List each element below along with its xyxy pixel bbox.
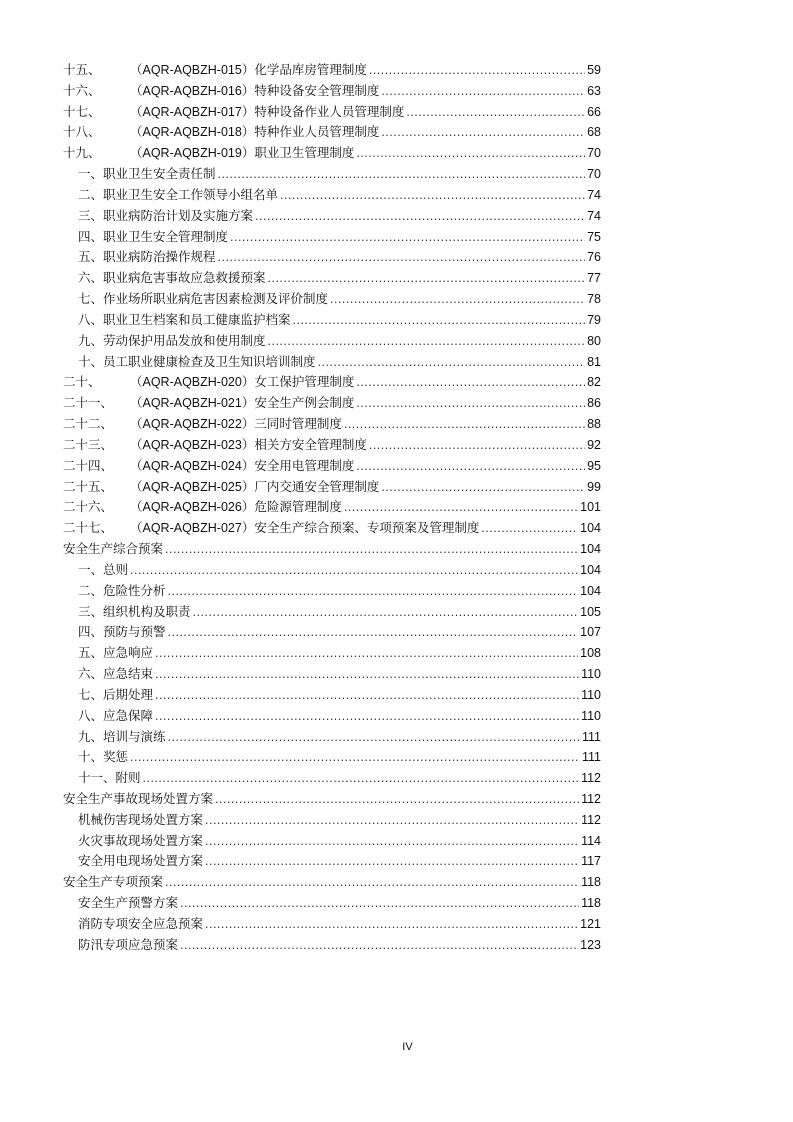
toc-entry-code: （AQR-AQBZH-027） [130,521,255,536]
toc-entry-title: 厂内交通安全管理制度 [254,478,380,494]
toc-entry-title: 特种设备安全管理制度 [254,82,380,98]
toc-entry-page: 74 [587,208,601,223]
dot-leader [155,664,579,685]
toc-entry[interactable] [63,602,601,623]
toc-entry-page: 74 [587,187,601,202]
toc-entry-page: 88 [587,417,601,432]
toc-entry-page: 104 [580,542,601,557]
toc-entry-number: 二十一、 [63,395,114,411]
toc-entry[interactable] [63,185,601,206]
dot-leader [381,81,585,102]
toc-entry-number: 十七、 [63,103,101,119]
dot-leader [330,289,585,310]
dot-leader [193,602,579,623]
dot-leader [218,247,586,268]
toc-entry[interactable] [63,414,601,435]
toc-entry-page: 95 [587,458,601,473]
toc-entry-page: 86 [587,396,601,411]
dot-leader [369,435,585,456]
toc-entry-page: 82 [587,375,601,390]
toc-entry-title: 三同时管理制度 [254,416,342,432]
toc-entry[interactable] [63,227,601,248]
toc-entry-title: 八、职业卫生档案和员工健康监护档案 [78,311,291,327]
dot-leader [205,851,579,872]
toc-entry-title: 七、作业场所职业病危害因素检测及评价制度 [78,291,329,307]
toc-entry[interactable] [63,456,601,477]
toc-entry-title: 十、奖惩 [78,749,129,765]
dot-leader [344,414,585,435]
dot-leader [356,372,585,393]
toc-entry-title: 一、职业卫生安全责任制 [78,166,216,182]
toc-entry-number: 二十三、 [63,436,114,452]
toc-entry-page: 110 [581,708,601,723]
toc-entry-page: 92 [587,437,601,452]
dot-leader [165,872,579,893]
dot-leader [165,539,578,560]
toc-entry-title: 五、应急响应 [78,645,154,661]
toc-entry-page: 112 [581,791,601,806]
toc-entry[interactable] [63,310,601,331]
toc-entry-page: 66 [587,104,601,119]
dot-leader [381,122,585,143]
toc-entry[interactable] [63,518,601,539]
toc-entry[interactable] [63,206,601,227]
toc-entry-page: 112 [581,812,601,827]
toc-entry[interactable] [63,352,601,373]
dot-leader [280,185,585,206]
toc-entry-title: 五、职业病防治操作规程 [78,249,216,265]
toc-entry[interactable] [63,747,601,768]
toc-entry[interactable] [63,435,601,456]
toc-entry-page: 76 [587,250,601,265]
dot-leader [381,477,585,498]
toc-entry[interactable] [63,81,601,102]
toc-entry-number: 二十五、 [63,478,114,494]
toc-entry[interactable] [63,789,601,810]
toc-entry[interactable] [63,539,601,560]
dot-leader [481,518,578,539]
toc-entry-page: 110 [581,687,601,702]
toc-entry-title: 八、应急保障 [78,707,154,723]
toc-entry-title: 二、职业卫生安全工作领导小组名单 [78,186,279,202]
dot-leader [155,706,579,727]
toc-entry-title: 特种设备作业人员管理制度 [254,103,405,119]
toc-entry[interactable] [63,851,601,872]
toc-entry-page: 59 [587,63,601,77]
toc-entry-number: 十六、 [63,82,101,98]
dot-leader [130,747,580,768]
toc-entry[interactable] [63,581,601,602]
toc-entry[interactable] [63,122,601,143]
toc-entry-title: 一、总则 [78,561,129,577]
toc-entry-page: 105 [580,604,601,619]
table-of-contents [63,60,601,956]
toc-entry[interactable] [63,477,601,498]
toc-entry-page: 81 [587,354,601,369]
dot-leader [130,560,578,581]
toc-entry[interactable] [63,831,601,852]
toc-entry-page: 70 [587,167,601,182]
toc-entry-title: 三、职业病防治计划及实施方案 [78,207,254,223]
toc-entry-title: 四、职业卫生安全管理制度 [78,228,229,244]
toc-entry-title: 六、职业病危害事故应急救援预案 [78,270,266,286]
toc-entry-title: 四、预防与预警 [78,624,166,640]
toc-entry[interactable] [63,768,601,789]
toc-entry[interactable] [63,706,601,727]
toc-entry-title: 三、组织机构及职责 [78,603,191,619]
toc-entry[interactable] [63,727,601,748]
dot-leader [168,622,579,643]
toc-entry[interactable] [63,664,601,685]
toc-entry-code: （AQR-AQBZH-026） [130,500,255,515]
toc-entry-page: 68 [587,125,601,140]
toc-entry[interactable] [63,60,601,81]
dot-leader [180,935,578,956]
toc-entry-number: 二十二、 [63,416,114,432]
toc-entry-page: 114 [581,833,601,848]
dot-leader [268,331,586,352]
toc-entry-title: 安全生产事故现场处置方案 [63,790,214,806]
dot-leader [218,164,586,185]
toc-entry-code: （AQR-AQBZH-015） [130,63,255,77]
dot-leader [205,810,579,831]
toc-entry-title: 安全生产预警方案 [78,895,179,911]
toc-entry-page: 108 [580,646,601,661]
toc-entry-title: 六、应急结束 [78,666,154,682]
toc-entry-code: （AQR-AQBZH-023） [130,437,255,452]
toc-entry-title: 安全生产专项预案 [63,874,164,890]
toc-entry-title: 危险源管理制度 [254,499,342,515]
toc-entry-page: 117 [581,854,601,869]
toc-entry[interactable] [63,393,601,414]
toc-entry-page: 110 [581,667,601,682]
toc-entry-title: 特种作业人员管理制度 [254,124,380,140]
toc-entry[interactable] [63,935,601,956]
toc-entry-page: 118 [581,875,601,890]
toc-entry-title: 安全生产综合预案 [63,541,164,557]
toc-entry-title: 机械伤害现场处置方案 [78,811,204,827]
dot-leader [318,352,586,373]
dot-leader [155,685,579,706]
dot-leader [356,456,585,477]
toc-entry-title: 消防专项安全应急预案 [78,915,204,931]
toc-entry[interactable] [63,268,601,289]
toc-entry-title: 安全用电现场处置方案 [78,853,204,869]
toc-entry[interactable] [63,914,601,935]
toc-entry-page: 79 [587,312,601,327]
toc-entry-title: 安全生产综合预案、专项预案及管理制度 [254,520,480,536]
toc-entry-title: 相关方安全管理制度 [254,436,367,452]
toc-entry-title: 防汛专项应急预案 [78,936,179,952]
dot-leader [168,727,580,748]
toc-entry[interactable] [63,497,601,518]
dot-leader [356,143,585,164]
toc-entry-page: 118 [581,896,601,911]
toc-entry-number: 二十四、 [63,457,114,473]
toc-entry-code: （AQR-AQBZH-019） [130,146,255,161]
toc-entry-title: 职业卫生管理制度 [254,145,355,161]
dot-leader [180,893,579,914]
toc-entry-page: 80 [587,333,601,348]
toc-entry-number: 十九、 [63,145,101,161]
toc-entry-page: 107 [580,625,601,640]
toc-entry-page: 70 [587,146,601,161]
toc-entry-code: （AQR-AQBZH-017） [130,104,255,119]
dot-leader [255,206,585,227]
toc-entry-number: 十五、 [63,62,101,77]
dot-leader [369,60,585,81]
toc-entry[interactable] [63,331,601,352]
toc-entry-title: 九、劳动保护用品发放和使用制度 [78,332,266,348]
toc-entry-number: 二十七、 [63,520,114,536]
page-number: IV [402,1041,413,1053]
dot-leader [205,914,578,935]
toc-entry[interactable] [63,622,601,643]
toc-entry-title: 二、危险性分析 [78,582,166,598]
toc-entry-page: 104 [580,583,601,598]
toc-entry[interactable] [63,893,601,914]
toc-entry-page: 78 [587,292,601,307]
toc-entry-number: 二十六、 [63,499,114,515]
toc-entry-page: 104 [580,562,601,577]
toc-entry-title: 十一、附则 [78,770,141,786]
toc-entry[interactable] [63,143,601,164]
toc-entry-code: （AQR-AQBZH-021） [130,396,255,411]
toc-entry-code: （AQR-AQBZH-020） [130,375,255,390]
toc-entry-title: 十、员工职业健康检查及卫生知识培训制度 [78,353,316,369]
toc-entry[interactable] [63,164,601,185]
toc-entry-title: 九、培训与演练 [78,728,166,744]
toc-entry[interactable] [63,247,601,268]
dot-leader [168,581,579,602]
toc-entry-title: 七、后期处理 [78,686,154,702]
toc-entry-page: 101 [580,500,601,515]
toc-entry[interactable] [63,872,601,893]
toc-entry[interactable] [63,685,601,706]
dot-leader [155,643,578,664]
dot-leader [406,102,585,123]
toc-entry-page: 111 [581,729,601,744]
toc-entry-code: （AQR-AQBZH-024） [130,458,255,473]
toc-entry-page: 121 [580,916,601,931]
toc-entry-code: （AQR-AQBZH-016） [130,83,255,98]
toc-entry-title: 安全用电管理制度 [254,457,355,473]
dot-leader [205,831,579,852]
toc-entry-title: 安全生产例会制度 [254,395,355,411]
toc-entry[interactable] [63,810,601,831]
toc-entry-page: 111 [581,750,601,765]
dot-leader [215,789,579,810]
toc-entry-page: 123 [580,937,601,952]
toc-entry-title: 火灾事故现场处置方案 [78,832,204,848]
toc-entry-page: 63 [587,83,601,98]
toc-entry[interactable] [63,102,601,123]
toc-entry-page: 75 [587,229,601,244]
toc-entry-code: （AQR-AQBZH-022） [130,417,255,432]
toc-entry-number: 十八、 [63,124,101,140]
toc-entry-title: 女工保护管理制度 [254,374,355,390]
dot-leader [344,497,578,518]
toc-entry-page: 99 [587,479,601,494]
toc-entry-code: （AQR-AQBZH-018） [130,125,255,140]
toc-entry-title: 化学品库房管理制度 [254,62,367,77]
toc-entry[interactable] [63,560,601,581]
toc-entry-number: 二十、 [63,374,101,390]
dot-leader [268,268,586,289]
toc-entry[interactable] [63,643,601,664]
toc-entry-page: 77 [587,271,601,286]
dot-leader [230,227,585,248]
dot-leader [143,768,580,789]
toc-entry-page: 104 [580,521,601,536]
dot-leader [293,310,586,331]
dot-leader [356,393,585,414]
toc-entry-code: （AQR-AQBZH-025） [130,479,255,494]
toc-entry-page: 112 [581,771,601,786]
toc-entry[interactable] [63,289,601,310]
toc-entry[interactable] [63,372,601,393]
